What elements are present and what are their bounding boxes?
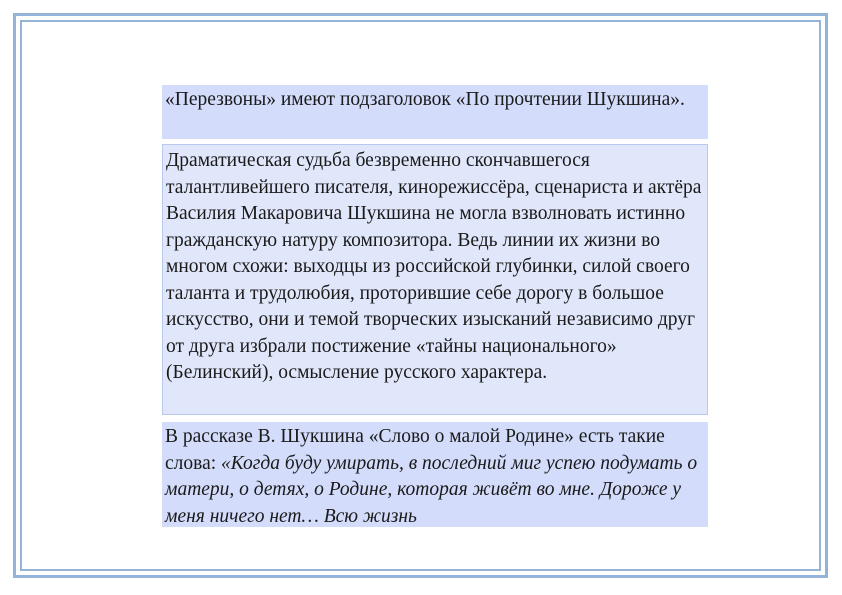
quote-block [162,422,708,527]
main-paragraph-block [162,144,708,415]
quote-intro-text: В рассказе В. Шукшина «Слово о малой Родине» есть такие слова: [165,426,665,474]
subtitle-note-text: «Перезвоны» имеют подзаголовок «По прочтении Шукшина». [165,89,685,110]
quote-italic-text: «Когда буду умирать, в последний миг успею подумать о матери, о детях, о Родине, которая живёт во мне. Дороже у меня ничего нет… Всю жизнь [165,452,698,527]
main-paragraph-text: Драматическая судьба безвременно скончавшегося талантливейшего писателя, кинорежиссёра, сценариста и актёра Василия Макаровича Шукшина не могла взволновать истинно гражданскую натуру композитора. Ведь линии их жизни во многом схожи: выходцы из российской глубинки, силой своего таланта и трудолюбия, проторившие себе дорогу в большое искусство, они и темой творческих изысканий независимо друг от друга избрали постижение «тайны национального» (Белинский), осмысление русского характера. [166,150,702,383]
subtitle-note-block [162,85,708,139]
